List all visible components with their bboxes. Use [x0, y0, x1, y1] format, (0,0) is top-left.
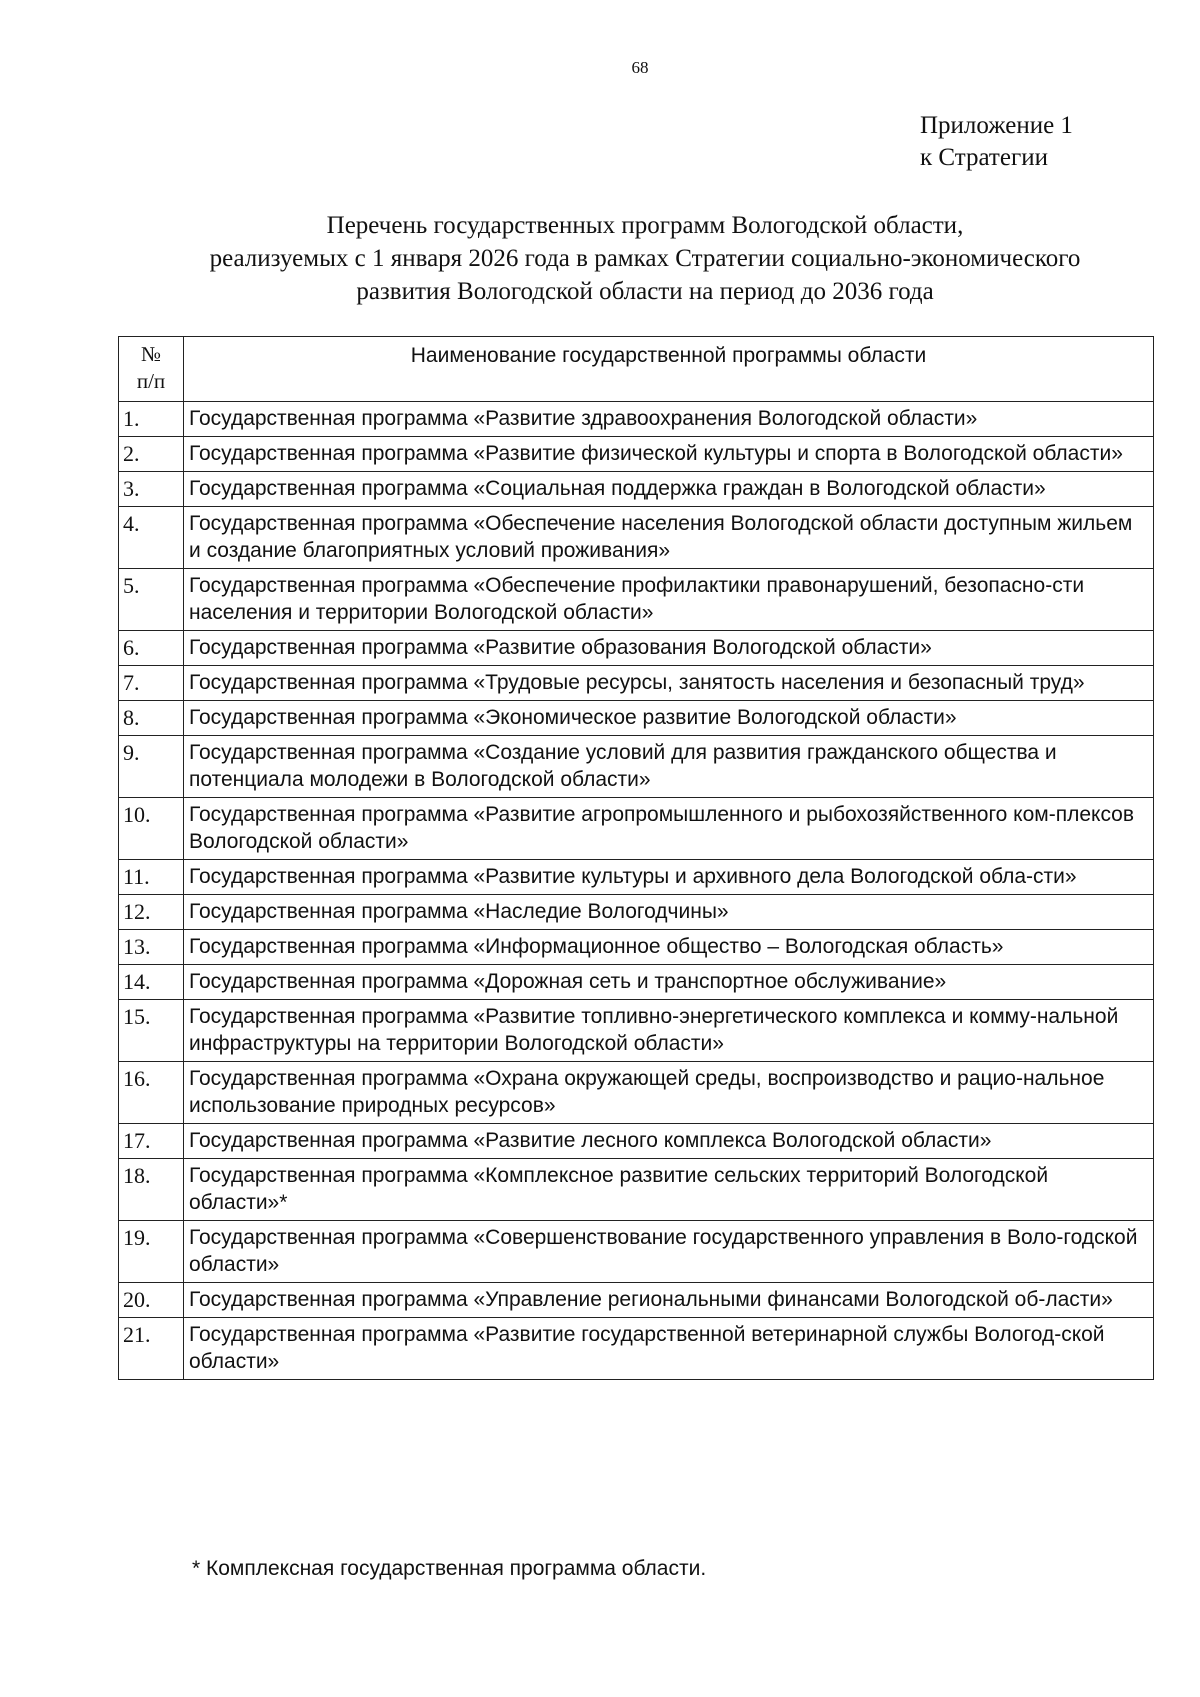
- program-name: Государственная программа «Развитие образования Вологодской области»: [184, 631, 1154, 666]
- table-row: [119, 798, 1154, 860]
- program-name: Государственная программа «Наследие Вологодчины»: [184, 895, 1154, 930]
- program-name: Государственная программа «Охрана окружающей среды, воспроизводство и рацио-нальное использование природных ресурсов»: [184, 1062, 1154, 1124]
- table-row: [119, 965, 1154, 1000]
- row-number: 21.: [119, 1318, 184, 1380]
- program-name: Государственная программа «Развитие агропромышленного и рыбохозяйственного ком-плексов Вологодской области»: [184, 798, 1154, 860]
- row-number: 3.: [119, 472, 184, 507]
- table-row: [119, 1159, 1154, 1221]
- program-name: Государственная программа «Трудовые ресурсы, занятость населения и безопасный труд»: [184, 666, 1154, 701]
- table-header-row: [119, 337, 1154, 402]
- row-number: 11.: [119, 860, 184, 895]
- row-number: 13.: [119, 930, 184, 965]
- row-number: 10.: [119, 798, 184, 860]
- footnote: * Комплексная государственная программа области.: [192, 1557, 707, 1580]
- table-row: [119, 666, 1154, 701]
- program-name: Государственная программа «Социальная поддержка граждан в Вологодской области»: [184, 472, 1154, 507]
- row-number: 18.: [119, 1159, 184, 1221]
- table-row: [119, 1000, 1154, 1062]
- appendix-line-1: Приложение 1: [920, 112, 1073, 139]
- row-number: 17.: [119, 1124, 184, 1159]
- table-row: [119, 507, 1154, 569]
- row-number: 20.: [119, 1283, 184, 1318]
- row-number: 6.: [119, 631, 184, 666]
- table-row: [119, 402, 1154, 437]
- program-name: Государственная программа «Обеспечение населения Вологодской области доступным жильем и создание благоприятных условий проживания»: [184, 507, 1154, 569]
- column-header-number: [119, 337, 184, 402]
- table-row: [119, 1124, 1154, 1159]
- row-number: 9.: [119, 736, 184, 798]
- program-name: Государственная программа «Развитие здравоохранения Вологодской области»: [184, 402, 1154, 437]
- row-number: 5.: [119, 569, 184, 631]
- table-row: [119, 895, 1154, 930]
- table-row: [119, 1283, 1154, 1318]
- row-number: 7.: [119, 666, 184, 701]
- table-row: [119, 930, 1154, 965]
- table-row: [119, 860, 1154, 895]
- title-line-3: развития Вологодской области на период до 2036 года: [356, 278, 934, 305]
- document-title: [80, 209, 1200, 308]
- row-number: 14.: [119, 965, 184, 1000]
- program-name: Государственная программа «Развитие физической культуры и спорта в Вологодской области»: [184, 437, 1154, 472]
- program-name: Государственная программа «Развитие культуры и архивного дела Вологодской обла-сти»: [184, 860, 1154, 895]
- title-line-1: Перечень государственных программ Вологодской области,: [326, 212, 964, 239]
- program-name: Государственная программа «Управление региональными финансами Вологодской об-ласти»: [184, 1283, 1154, 1318]
- table-row: [119, 569, 1154, 631]
- program-name: Государственная программа «Создание условий для развития гражданского общества и потенциала молодежи в Вологодской области»: [184, 736, 1154, 798]
- table-body: [119, 402, 1154, 1380]
- program-name: Государственная программа «Развитие лесного комплекса Вологодской области»: [184, 1124, 1154, 1159]
- appendix-label: [920, 110, 1073, 174]
- program-name: Государственная программа «Развитие топливно-энергетического комплекса и комму-нальной инфраструктуры на территории Вологодской области»: [184, 1000, 1154, 1062]
- table-row: [119, 1221, 1154, 1283]
- table-row: [119, 701, 1154, 736]
- table-row: [119, 1318, 1154, 1380]
- program-name: Государственная программа «Дорожная сеть и транспортное обслуживание»: [184, 965, 1154, 1000]
- column-header-name: Наименование государственной программы области: [184, 337, 1154, 402]
- table-row: [119, 736, 1154, 798]
- title-line-2: реализуемых с 1 января 2026 года в рамках Стратегии социально-экономического: [209, 245, 1081, 272]
- table-row: [119, 437, 1154, 472]
- program-name: Государственная программа «Информационное общество – Вологодская область»: [184, 930, 1154, 965]
- program-name: Государственная программа «Развитие государственной ветеринарной службы Вологод-ской области»: [184, 1318, 1154, 1380]
- page-number: 68: [631, 58, 649, 77]
- column-header-number-line-2: п/п: [136, 369, 166, 393]
- program-name: Государственная программа «Комплексное развитие сельских территорий Вологодской области»*: [184, 1159, 1154, 1221]
- table-row: [119, 631, 1154, 666]
- row-number: 15.: [119, 1000, 184, 1062]
- program-name: Государственная программа «Обеспечение профилактики правонарушений, безопасно-сти населения и территории Вологодской области»: [184, 569, 1154, 631]
- table-row: [119, 472, 1154, 507]
- program-name: Государственная программа «Экономическое развитие Вологодской области»: [184, 701, 1154, 736]
- programs-table: [118, 336, 1154, 1380]
- row-number: 12.: [119, 895, 184, 930]
- program-name: Государственная программа «Совершенствование государственного управления в Воло-годской области»: [184, 1221, 1154, 1283]
- column-header-number-line-1: №: [140, 342, 162, 366]
- row-number: 2.: [119, 437, 184, 472]
- row-number: 8.: [119, 701, 184, 736]
- row-number: 1.: [119, 402, 184, 437]
- appendix-line-2: к Стратегии: [920, 144, 1048, 171]
- row-number: 16.: [119, 1062, 184, 1124]
- row-number: 4.: [119, 507, 184, 569]
- row-number: 19.: [119, 1221, 184, 1283]
- table-row: [119, 1062, 1154, 1124]
